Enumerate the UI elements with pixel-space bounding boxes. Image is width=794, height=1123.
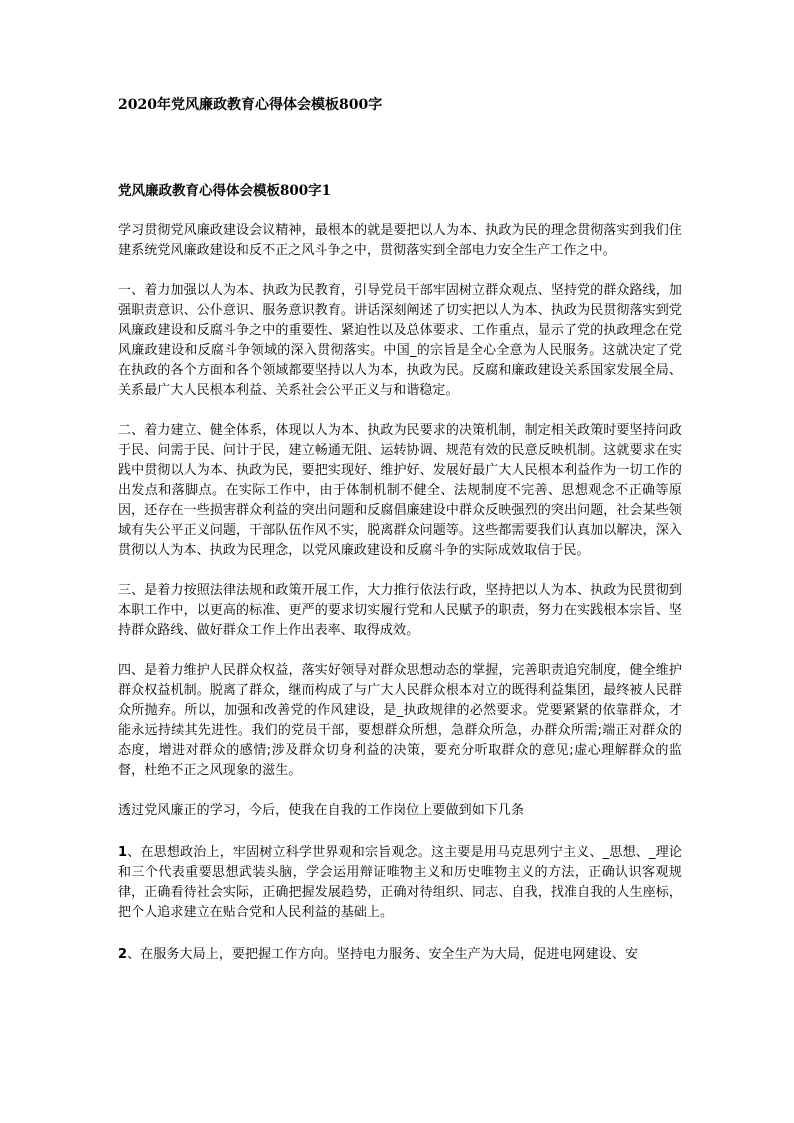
item-number: 2: [118, 947, 128, 962]
item-number: 1: [118, 845, 128, 860]
document-title: 2020年党风廉政教育心得体会模板800字: [118, 97, 383, 113]
paragraph-point-one: 一、着力加强以人为本、执政为民教育，引导党员干部牢固树立群众观点、坚持党的群众路线，加强职责意识、公仆意识、服务意识教育。讲话深刻阐述了切实把以人为本、执政为民贯彻落实到党风廉政建设和反腐斗争之中的重要性、紧迫性以及总体要求、工作重点，显示了党的执政理念在党风廉政建设和反腐斗争领域的深入贯彻落实。中国_的宗旨是全心全意为人民服务。这就决定了党在执政的各个方面和各个领域都要坚持以人为本，执政为民。反腐和廉政建设关系国家发展全局、关系最广大人民根本利益、关系社会公平正义与和谐稳定。: [118, 283, 682, 398]
numbered-item: [118, 945, 682, 965]
item-text: 、在服务大局上，要把握工作方向。坚持电力服务、安全生产为大局，促进电网建设、安: [127, 947, 639, 962]
item-text: 、在思想政治上，牢固树立科学世界观和宗旨观念。这主要是用马克思列宁主义、_思想、_理论和三个代表重要思想武装头脑，学会运用辩证唯物主义和历史唯物主义的方法，正确认识客观规律，正确看待社会实际，正确把握发展趋势，正确对待组织、同志、自我，找准自我的人生座标，把个人追求建立在贴合党和人民利益的基础上。: [118, 845, 682, 920]
paragraph-intro: 学习贯彻党风廉政建设会议精神，最根本的就是要把以人为本、执政为民的理念贯彻落实到我们住建系统党风廉政建设和反不正之风斗争之中，贯彻落实到全部电力安全生产工作之中。: [118, 223, 682, 258]
paragraph-point-three: 三、是着力按照法律法规和政策开展工作，大力推行依法行政，坚持把以人为本、执政为民贯彻到本职工作中，以更高的标准、更严的要求切实履行党和人民赋予的职责，努力在实践根本宗旨、坚持群众路线、做好群众工作上作出表率、取得成效。: [118, 583, 682, 638]
numbered-item: [118, 843, 682, 923]
paragraph-point-four: 四、是着力维护人民群众权益，落实好领导对群众思想动态的掌握，完善职责追究制度，健全维护群众权益机制。脱离了群众，继而构成了与广大人民群众根本对立的既得利益集团，最终被人民群众所抛弃。所以，加强和改善党的作风建设，是_执政规律的必然要求。党要紧紧的依靠群众，才能永远持续其先进性。我们的党员干部，要想群众所想，急群众所急，办群众所需;端正对群众的态度，增进对群众的感情;涉及群众切身利益的决策，要充分听取群众的意见;虚心理解群众的监督，杜绝不正之风现象的滋生。: [118, 663, 682, 778]
paragraph-transition: 透过党风廉正的学习，今后，使我在自我的工作岗位上要做到如下几条: [118, 803, 525, 818]
paragraph-point-two: 二、着力建立、健全体系，体现以人为本、执政为民要求的决策机制，制定相关政策时要坚持问政于民、问需于民、问计于民，建立畅通无阻、运转协调、规范有效的民意反映机制。这就要求在实践中贯彻以人为本、执政为民，要把实现好、维护好、发展好最广大人民根本利益作为一切工作的出发点和落脚点。在实际工作中，由于体制机制不健全、法规制度不完善、思想观念不正确等原因，还存在一些损害群众利益的突出问题和反腐倡廉建设中群众反映强烈的突出问题，社会某些领域有失公平正义问题，干部队伍作风不实，脱离群众问题等。这些都需要我们认真加以解决，深入贯彻以人为本、执政为民理念，以党风廉政建设和反腐斗争的实际成效取信于民。: [118, 423, 682, 558]
section-title: 党风廉政教育心得体会模板800字1: [118, 183, 332, 199]
